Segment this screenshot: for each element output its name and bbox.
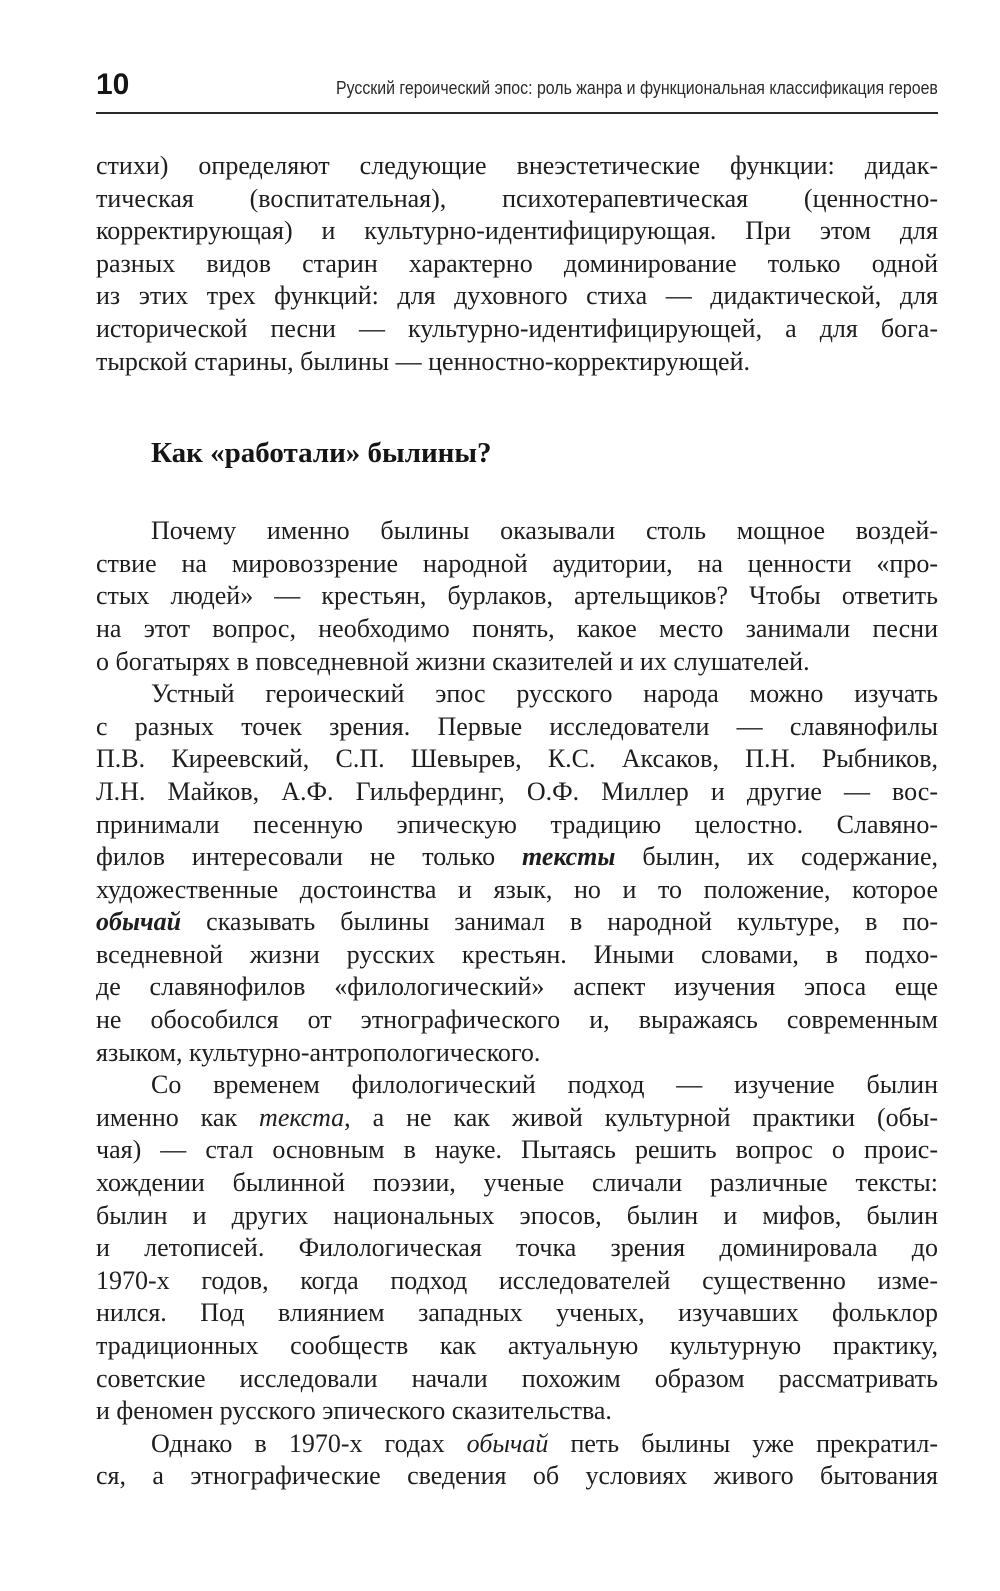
text-line: Почему именно былины оказывали столь мощное воздей- xyxy=(151,516,938,546)
text-line: стых людей» — крестьян, бурлаков, артельщиков? Чтобы ответить xyxy=(96,581,938,611)
emphasis-italic: текста xyxy=(259,1102,345,1132)
text-line: из этих трех функций: для духовного стиха — дидактической, для xyxy=(96,281,938,311)
emphasis-bold-italic: тексты xyxy=(521,842,616,872)
text-line: Со временем филологический подход — изучение былин xyxy=(151,1070,938,1100)
text-line: де славянофилов «филологический» аспект изучения эпоса еще xyxy=(96,972,938,1002)
text-line: не обособился от этнографического и, выражаясь современным xyxy=(96,1005,938,1035)
text-run: Однако в 1970-х годах xyxy=(151,1428,467,1458)
text-line xyxy=(96,1102,938,1135)
running-header xyxy=(96,66,938,114)
text-line: принимали песенную эпическую традицию целостно. Славяно- xyxy=(96,809,938,839)
text-line: 1970-х годов, когда подход исследователей существенно изме- xyxy=(96,1265,938,1295)
text-line: вседневной жизни русских крестьян. Иными словами, в подхо- xyxy=(96,939,938,969)
text-line: Л.Н. Майков, А.Ф. Гильфердинг, О.Ф. Миллер и другие — вос- xyxy=(96,776,938,806)
text-run: былин, их содержание, xyxy=(615,842,938,872)
text-line: и летописей. Филологическая точка зрения доминировала до xyxy=(96,1233,938,1263)
text-line: советские исследовали начали похожим образом рассматривать xyxy=(96,1363,938,1393)
text-line: и феномен русского эпического сказительства. xyxy=(96,1396,612,1426)
text-run: именно как xyxy=(96,1102,260,1132)
text-line: исторической песни — культурно-идентифицирующей, а для бога- xyxy=(96,313,938,343)
text-line: стихи) определяют следующие внеэстетические функции: дидак- xyxy=(96,151,938,180)
text-line: корректирующая) и культурно-идентифицирующая. При этом для xyxy=(96,216,938,246)
text-line: художественные достоинства и язык, но и то положение, которое xyxy=(96,874,938,904)
emphasis-italic: обычай xyxy=(466,1428,549,1458)
text-run: филов интересовали не только xyxy=(96,842,522,872)
paragraph-4 xyxy=(96,1069,938,1428)
section-heading: Как «работали» былины? xyxy=(151,437,492,470)
emphasis-bold-italic: обычай xyxy=(96,907,182,937)
text-line: тырской старины, былины — ценностно-корректирующей. xyxy=(96,346,750,376)
text-line: былин и других национальных эпосов, былин и мифов, былин xyxy=(96,1200,938,1230)
paragraph-3 xyxy=(96,678,938,1069)
text-line xyxy=(96,906,938,939)
paragraph-1 xyxy=(96,150,938,378)
paragraph-5 xyxy=(96,1428,938,1493)
text-line: чая) — стал основным в науке. Пытаясь решить вопрос о проис- xyxy=(96,1135,938,1165)
text-line: на этот вопрос, необходимо понять, какое место занимали песни xyxy=(96,613,938,643)
text-line xyxy=(96,1428,938,1461)
page-body xyxy=(96,150,938,1493)
text-line: с разных точек зрения. Первые исследователи — славянофилы xyxy=(96,711,938,741)
text-run: петь былины уже прекратил- xyxy=(548,1428,938,1458)
text-run: сказывать былины занимал в народной культуре, в по- xyxy=(181,907,938,937)
text-line: тическая (воспитательная), психотерапевтическая (ценностно- xyxy=(96,183,938,213)
running-title: Русский героический эпос: роль жанра и функциональная классификация героев xyxy=(336,77,938,98)
paragraph-2 xyxy=(96,515,938,678)
text-line: хождении былинной поэзии, ученые сличали различные тексты: xyxy=(96,1168,938,1198)
page-number: 10 xyxy=(96,68,130,101)
text-line: разных видов старин характерно доминирование только одной xyxy=(96,248,938,278)
text-line: языком, культурно-антропологического. xyxy=(96,1037,541,1067)
text-line: П.В. Киреевский, С.П. Шевырев, К.С. Аксаков, П.Н. Рыбников, xyxy=(96,744,938,774)
text-line: Устный героический эпос русского народа можно изучать xyxy=(151,679,938,709)
text-run: , а не как живой культурной практики (обы- xyxy=(344,1102,938,1132)
text-line: нился. Под влиянием западных ученых, изучавших фольклор xyxy=(96,1298,938,1328)
text-line: ствие на мировоззрение народной аудитории, на ценности «про- xyxy=(96,548,938,578)
text-line: ся, а этнографические сведения об условиях живого бытования xyxy=(96,1461,938,1491)
text-line: традиционных сообществ как актуальную культурную практику, xyxy=(96,1331,938,1360)
text-line xyxy=(96,841,938,874)
text-line: о богатырях в повседневной жизни сказителей и их слушателей. xyxy=(96,646,810,676)
